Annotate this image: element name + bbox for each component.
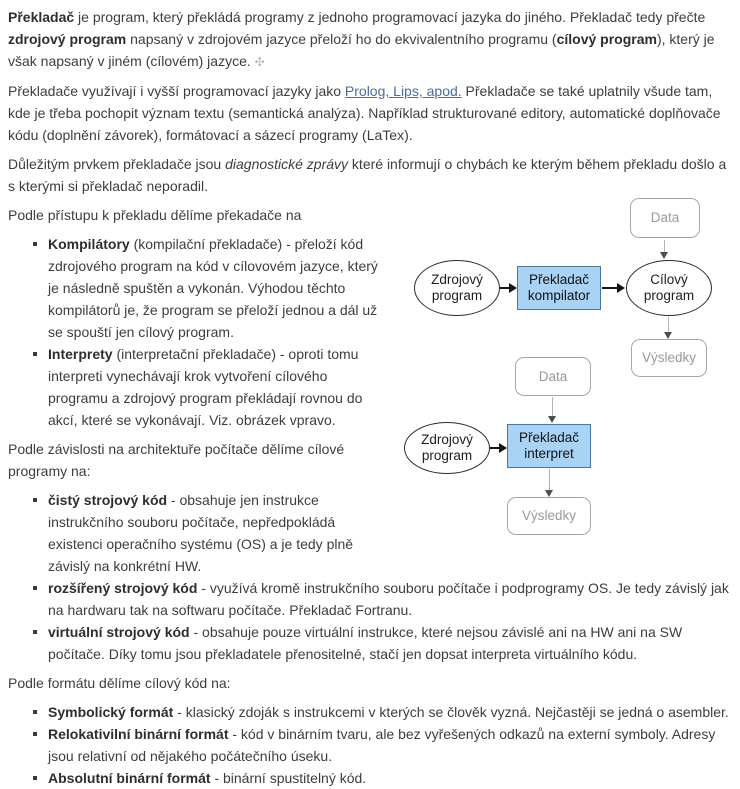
- term-relokativilni-binarni-format: Relokativilní binární formát: [48, 726, 229, 742]
- text-segment: - obsahuje jen instrukce instrukčního souboru počítače, nepředpokládá existenci operačního systému (OS) a je tedy plně závislý na konkrétní HW.: [48, 492, 354, 574]
- paragraph-diagnostics: [8, 153, 732, 197]
- list-item: [48, 489, 732, 577]
- text-segment: - využívá kromě instrukčního souboru počítače i podprogramy OS. Je tedy závislý jak na hardwaru tak na softwaru počítače. Překladač Fortranu.: [48, 580, 729, 618]
- text-segment: napsaný v zdrojovém jazyce přeloží ho do ekvivalentního programu (: [126, 31, 557, 47]
- term-diagnosticke-zpravy: diagnostické zprávy: [225, 156, 349, 172]
- node-label: Cílový program: [643, 272, 695, 303]
- arrow-head-icon: [499, 443, 507, 453]
- term-symbolicky-format: Symbolický formát: [48, 704, 174, 720]
- term-cilovy-program: cílový program: [556, 31, 657, 47]
- list-approach: [8, 233, 732, 431]
- term-cisty-strojovy-kod: čistý strojový kód: [48, 492, 168, 508]
- term-rozsireny-strojovy-kod: rozšířený strojový kód: [48, 580, 198, 596]
- text-segment: (kompilační překladače) - přeloží kód zdrojového program na kód v cílovovém jazyce, který je následně spuštěn a vykonán. Výhodou těchto kompilátorů je, že program se přeloží jednou a dál už se spouští jen cílový program.: [48, 236, 378, 340]
- paragraph-format: Podle formátu dělíme cílový kód na:: [8, 675, 231, 691]
- text-segment: Překladače se také uplatnily všude tam, kde je třeba pochopit význam textu (semantická analýza). Například strukturované editory, automatické doplňovače kódu (doplnění závorek), formátovací a sázecí programy (LaTex).: [8, 83, 721, 143]
- list-item: [48, 233, 732, 343]
- node-label: Data: [538, 368, 568, 384]
- term-zdrojovy-program: zdrojový program: [8, 31, 127, 47]
- node-label: Zdrojový program: [421, 432, 473, 463]
- node-label: Překladač interpret: [518, 430, 580, 461]
- list-item: [48, 577, 732, 621]
- prolog-lisp-link[interactable]: Prolog, Lips, apod.: [344, 83, 462, 99]
- list-item: [48, 621, 732, 665]
- text-segment: - obsahuje pouze virtuální instrukce, které nejsou závislé ani na HW ani na SW počítače. Díky tomu jsou překladatele přenositelné, stačí jen dopsat interpreta virtuálního kódu.: [48, 624, 683, 662]
- paragraph-intro: [8, 6, 732, 73]
- list-item: [48, 343, 732, 431]
- text-segment: - klasický zdoják s instrukcemi v kterých se člověk vyzná. Nejčastěji se jedná o asembler.: [173, 704, 729, 720]
- text-segment: Překladače využívají i vyšší programovací jazyky jako: [8, 83, 345, 99]
- sparkle-icon: ✣: [254, 55, 265, 69]
- term-kompilatory: Kompilátory: [48, 236, 130, 252]
- term-absolutni-binarni-format: Absolutní binární formát: [48, 770, 211, 786]
- text-segment: které informují o chybách ke kterým během překladu došlo a s kterými si překladač neporadil.: [8, 156, 727, 194]
- node-label: Výsledky: [641, 350, 697, 365]
- list-format: [8, 701, 732, 789]
- document-content: [8, 6, 732, 789]
- paragraph-architecture: Podle závislosti na architektuře počítače dělíme cílové programy na:: [8, 441, 345, 479]
- node-data-compiler: [630, 198, 700, 238]
- list-architecture: [8, 489, 732, 665]
- node-label: Data: [650, 210, 680, 225]
- paragraph-usage: [8, 80, 732, 146]
- text-segment: - kód v binárním tvaru, ale bez vyřešených odkazů na externí symboly. Adresy jsou relativní od nějakého počátečního úseku.: [48, 726, 716, 764]
- node-label: Zdrojový program: [431, 272, 483, 303]
- term-virtualni-strojovy-kod: virtuální strojový kód: [48, 624, 190, 640]
- list-item: [48, 701, 732, 723]
- text-segment: Důležitým prvkem překladače jsou: [8, 156, 226, 172]
- arrow-interpreter-to-results: [549, 469, 550, 491]
- list-item: [48, 723, 732, 767]
- node-label: Výsledky: [521, 508, 577, 523]
- text-segment: (interpretační překladače) - oproti tomu interpreti vynechávají krok vytvoření cílového programu a zdrojový program překládají rovnou do akcí, které se vykonávají. Viz. obrázek vpravo.: [48, 346, 363, 428]
- text-segment: - binární spustitelný kód.: [210, 770, 367, 786]
- list-item: [48, 767, 732, 789]
- text-segment: ), který je však napsaný v jiném (cílovém) jazyce.: [8, 31, 715, 69]
- term-interprety: Interprety: [48, 346, 113, 362]
- term-prekladac: Překladač: [8, 9, 75, 25]
- text-segment: je program, který překládá programy z jednoho programovací jazyka do jiného. Překladač tedy přečte: [74, 9, 706, 25]
- paragraph-approach: Podle přístupu k překladu dělíme překadače na: [8, 207, 302, 223]
- node-label: Překladač kompilator: [527, 272, 591, 303]
